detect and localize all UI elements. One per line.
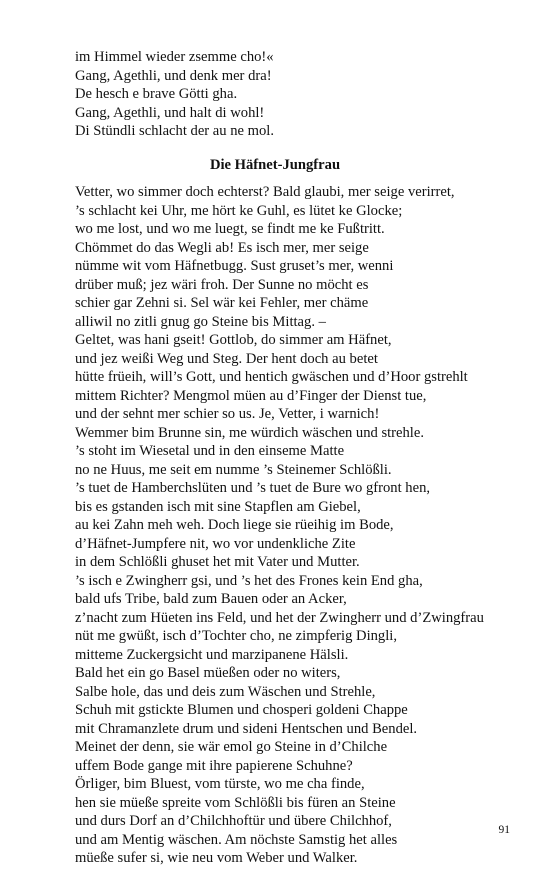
verse-line: Vetter, wo simmer doch echterst? Bald glaubi, mer seige verirret, [75, 184, 455, 200]
verse-line: Wemmer bim Brunne sin, me würdich wäschen und strehle. [75, 424, 424, 441]
verse-line: Gang, Agethli, und denk mer dra! [75, 67, 272, 84]
verse-line: no ne Huus, me seit em numme ’s Steinemer Schlößli. [75, 461, 392, 478]
verse-line: Bald het ein go Basel müeßen oder no witers, [75, 665, 341, 681]
verse-line: und am Mentig wäschen. Am nöchste Samstig het alles [75, 831, 398, 848]
verse-line: bald ufs Tribe, bald zum Bauen oder an Acker, [75, 591, 347, 607]
verse-line: bis es gstanden isch mit sine Stapflen am Giebel, [75, 498, 361, 515]
poem-body [75, 183, 525, 868]
verse-line: Geltet, was hani gseit! Gottlob, do simmer am Häfnet, [75, 332, 392, 348]
verse-line: und der sehnt mer schier so us. Je, Vetter, i warnich! [75, 406, 380, 422]
verse-line: ’s tuet de Hamberchslüten und ’s tuet de Bure wo gfront hen, [75, 480, 431, 496]
verse-line: und jez weißi Weg und Steg. Der hent doch au betet [75, 350, 378, 367]
verse-line: hütte früeih, will’s Gott, und hentich gwäschen und d’Hoor gstrehlt [75, 369, 468, 385]
verse-line: mitteme Zuckergsicht und marzipanene Hälsli. [75, 646, 349, 663]
verse-line: Schuh mit gstickte Blumen und chosperi goldeni Chappe [75, 702, 408, 718]
verse-line: drüber muß; jez wäri froh. Der Sunne no möcht es [75, 276, 369, 293]
verse-line: hen sie müeße spreite vom Schlößli bis füren an Steine [75, 794, 396, 811]
verse-line: Meinet der denn, sie wär emol go Steine in d’Chilche [75, 739, 388, 755]
verse-line: im Himmel wieder zsemme cho!« [75, 49, 274, 65]
verse-line: De hesch e brave Götti gha. [75, 86, 238, 102]
verse-line: d’Häfnet-Jumpfere nit, wo vor undenkliche Zite [75, 535, 356, 552]
verse-line: und durs Dorf an d’Chilchhoftür und übere Chilchhof, [75, 813, 392, 829]
verse-line: z’nacht zum Hüeten ins Feld, und het der Zwingherr und d’Zwingfrau [75, 609, 484, 626]
verse-line: Chömmet do das Wegli ab! Es isch mer, mer seige [75, 239, 369, 256]
verse-line: Gang, Agethli, und halt di wohl! [75, 104, 265, 121]
verse-line: schier gar Zehni si. Sel wär kei Fehler, mer chäme [75, 295, 369, 311]
verse-line: mit Chramanzlete drum und sideni Hentschen und Bendel. [75, 720, 418, 737]
verse-line: ’s isch e Zwingherr gsi, und ’s het des Frones kein End gha, [75, 572, 423, 589]
verse-line: müeße sufer si, wie neu vom Weber und Walker. [75, 850, 358, 866]
verse-line: Salbe hole, das und deis zum Wäschen und Strehle, [75, 683, 376, 700]
verse-line: alliwil no zitli gnug go Steine bis Mittag. – [75, 313, 326, 330]
verse-line: au kei Zahn meh weh. Doch liege sie rüeihig im Bode, [75, 517, 394, 533]
verse-line: nüt me gwüßt, isch d’Tochter cho, ne zimpferig Dingli, [75, 628, 397, 644]
verse-line: uffem Bode gange mit ihre papierene Schuhne? [75, 757, 353, 774]
verse-line: ’s stoht im Wiesetal und in den einseme Matte [75, 443, 345, 459]
page-number: 91 [498, 824, 510, 836]
previous-poem-ending [75, 48, 525, 141]
verse-line: ’s schlacht kei Uhr, me hört ke Guhl, es lütet ke Glocke; [75, 202, 403, 219]
verse-line: nümme wit vom Häfnetbugg. Sust gruset’s mer, wenni [75, 258, 394, 274]
verse-line: Di Stündli schlacht der au ne mol. [75, 123, 275, 139]
verse-line: Örliger, bim Bluest, vom türste, wo me cha finde, [75, 776, 365, 792]
verse-line: wo me lost, und wo me luegt, se findt me ke Fußtritt. [75, 221, 385, 237]
poem-title: Die Häfnet-Jungfrau [209, 157, 341, 173]
verse-line: in dem Schlößli ghuset het mit Vater und Mutter. [75, 554, 360, 570]
verse-line: mittem Richter? Mengmol müen au d’Finger der Dienst tue, [75, 387, 427, 404]
